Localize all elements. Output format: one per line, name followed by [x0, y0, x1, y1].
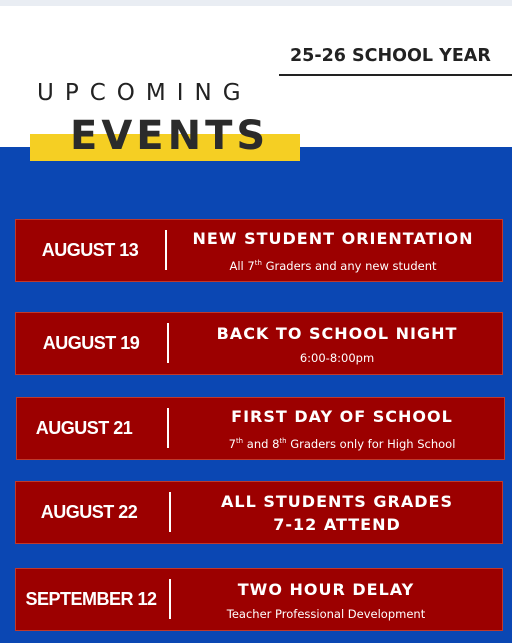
event-title: FIRST DAY OF SCHOOL — [231, 407, 453, 427]
event-title-line-2: 7-12 ATTEND — [273, 514, 401, 534]
event-details — [172, 313, 502, 374]
event-divider — [167, 408, 169, 448]
event-card-august-22 — [15, 481, 503, 544]
event-details — [172, 482, 502, 543]
event-details — [176, 569, 476, 630]
event-card-august-19 — [15, 312, 503, 375]
event-divider — [169, 579, 171, 619]
event-divider — [165, 230, 167, 270]
event-subtitle: Teacher Professional Development — [226, 606, 426, 621]
event-divider — [167, 323, 169, 363]
school-year-underline — [279, 74, 512, 76]
event-date: AUGUST 13 — [41, 240, 139, 260]
events-heading: EVENTS — [70, 113, 270, 159]
event-details — [168, 220, 498, 281]
event-card-august-21 — [16, 397, 505, 460]
event-subtitle: All 7th Graders and any new student — [229, 258, 437, 273]
event-date: AUGUST 22 — [40, 502, 138, 522]
event-title: NEW STUDENT ORIENTATION — [192, 229, 474, 249]
event-title-line-1: ALL STUDENTS GRADES — [221, 491, 453, 511]
event-subtitle: 7th and 8th Graders only for High School — [228, 436, 456, 451]
event-date: AUGUST 21 — [35, 418, 133, 438]
event-divider — [169, 492, 171, 532]
school-year-label: 25-26 SCHOOL YEAR — [290, 46, 491, 66]
top-strip — [0, 0, 512, 6]
event-date: SEPTEMBER 12 — [25, 589, 157, 609]
event-date: AUGUST 19 — [42, 333, 140, 353]
event-card-september-12 — [15, 568, 503, 631]
upcoming-heading: UPCOMING — [37, 80, 252, 106]
event-subtitle: 6:00-8:00pm — [299, 350, 375, 365]
event-title: TWO HOUR DELAY — [237, 579, 415, 599]
event-card-august-13 — [15, 219, 503, 282]
event-details — [177, 398, 507, 459]
event-title: BACK TO SCHOOL NIGHT — [216, 323, 458, 343]
